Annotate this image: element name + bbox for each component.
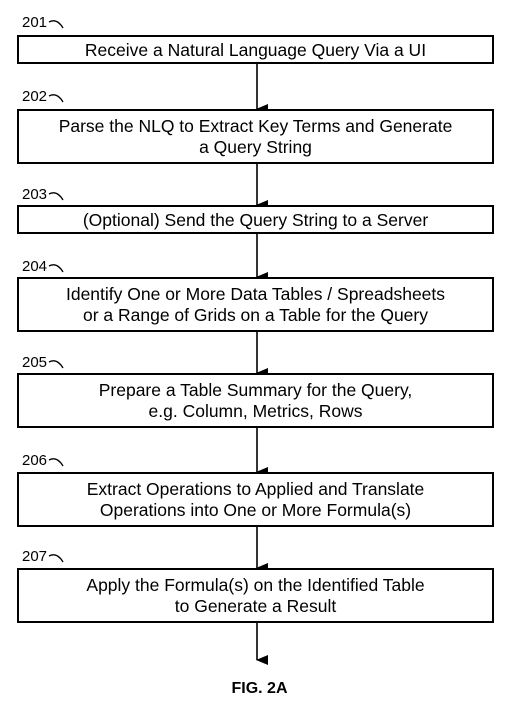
leader-hook-3 (49, 193, 63, 200)
step-box-receive-query (17, 35, 494, 64)
step-number-207: 207 (22, 548, 48, 565)
step-box-apply-formulas (17, 568, 494, 623)
step-text: Parse the NLQ to Extract Key Terms and Generate a Query String (58, 116, 453, 157)
step-number-203: 203 (22, 186, 48, 203)
step-box-parse-nlq (17, 109, 494, 164)
step-number-206: 206 (22, 452, 48, 469)
leader-hook-7 (49, 555, 63, 562)
leader-hook-4 (49, 265, 63, 272)
step-number-205: 205 (22, 354, 48, 371)
step-box-table-summary (17, 373, 494, 428)
step-number-204: 204 (22, 258, 48, 275)
step-box-send-query-string (17, 205, 494, 234)
step-text: Prepare a Table Summary for the Query, e.g. Column, Metrics, Rows (98, 380, 413, 421)
leader-hook-2 (49, 95, 63, 102)
step-text: Identify One or More Data Tables / Spreadsheets or a Range of Grids on a Table for the Query (65, 284, 446, 325)
step-box-identify-tables (17, 277, 494, 332)
step-text: Extract Operations to Applied and Translate Operations into One or More Formula(s) (86, 479, 425, 520)
leader-hook-5 (49, 361, 63, 368)
step-text: Apply the Formula(s) on the Identified Table to Generate a Result (86, 575, 425, 616)
step-number-202: 202 (22, 88, 48, 105)
step-number-201: 201 (22, 14, 48, 31)
leader-hook-1 (49, 21, 63, 28)
step-text: Receive a Natural Language Query Via a UI (84, 39, 427, 60)
step-text: (Optional) Send the Query String to a Server (82, 209, 429, 230)
figure-caption: FIG. 2A (231, 680, 288, 697)
step-box-extract-operations (17, 472, 494, 527)
leader-hook-6 (49, 459, 63, 466)
